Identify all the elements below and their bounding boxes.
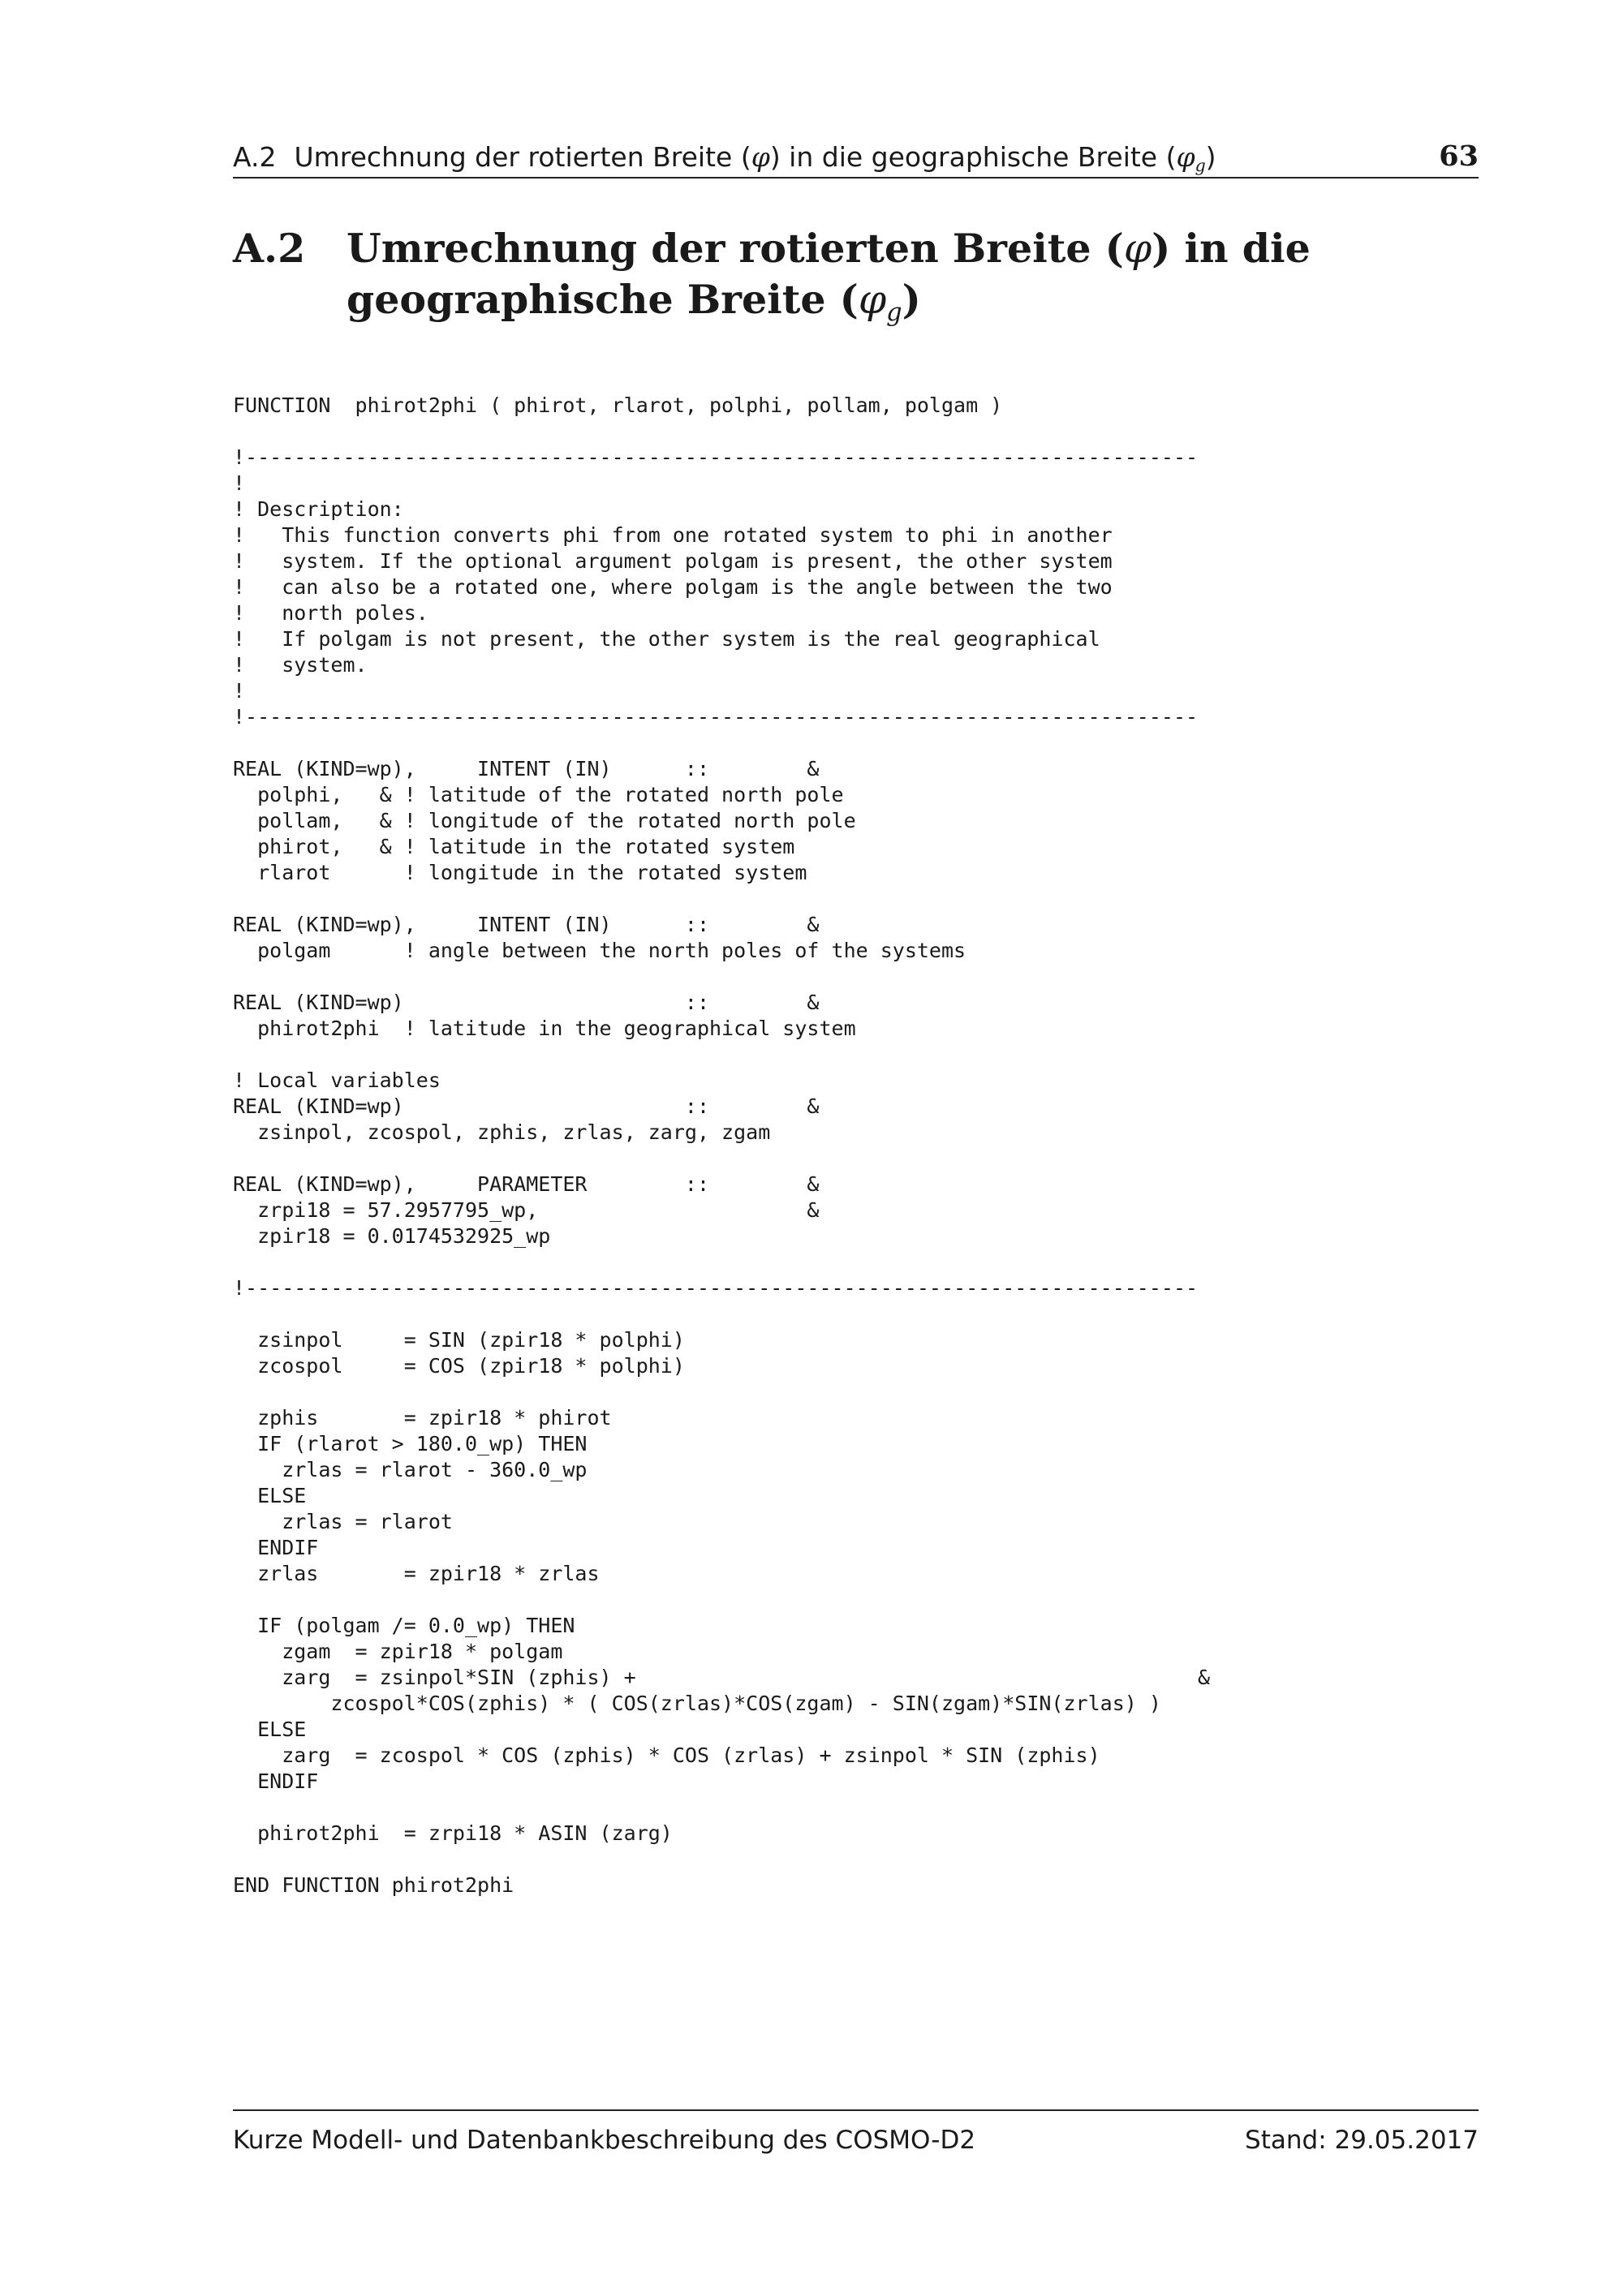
code-line: zsinpol = SIN (zpir18 * polphi) (233, 1328, 685, 1352)
code-line: zarg = zcospol * COS (zphis) * COS (zrlas) + zsinpol * SIN (zphis) (233, 1743, 1100, 1767)
code-line: ! north poles. (233, 601, 428, 625)
code-line: ! This function converts phi from one rotated system to phi in another (233, 523, 1113, 547)
code-line: ELSE (233, 1484, 307, 1507)
code-line: IF (rlarot > 180.0_wp) THEN (233, 1432, 588, 1455)
code-line: ! system. If the optional argument polgam is present, the other system (233, 549, 1113, 573)
code-line: ENDIF (233, 1536, 319, 1559)
code-line: zcospol*COS(zphis) * ( COS(zrlas)*COS(zgam) - SIN(zgam)*SIN(zrlas) ) (233, 1692, 1161, 1715)
code-line: ! Description: (233, 497, 404, 521)
code-line: ! can also be a rotated one, where polgam is the angle between the two (233, 575, 1113, 599)
code-line: !------------------------------------------------------------------------------ (233, 445, 1199, 469)
section-title: Umrechnung der rotierten Breite (φ) in die geographische Breite $(\varphi_g)$ (347, 225, 1311, 328)
code-line: ! If polgam is not present, the other system is the real geographical (233, 627, 1100, 651)
code-line: polgam ! angle between the north poles of the systems (233, 939, 966, 962)
code-line: ! (233, 471, 246, 495)
code-line: REAL (KIND=wp), INTENT (IN) :: & (233, 913, 820, 936)
code-line: ! Local variables (233, 1068, 441, 1092)
code-line: ! (233, 679, 246, 703)
code-line: zrpi18 = 57.2957795_wp, & (233, 1198, 820, 1222)
code-line: !------------------------------------------------------------------------------ (233, 705, 1199, 729)
code-line: zcospol = COS (zpir18 * polphi) (233, 1354, 685, 1378)
code-line: END FUNCTION phirot2phi (233, 1873, 514, 1897)
code-line: REAL (KIND=wp) :: & (233, 1094, 820, 1118)
page-number: 63 (1439, 140, 1479, 173)
code-line: zrlas = zpir18 * zrlas (233, 1562, 600, 1585)
code-line: zsinpol, zcospol, zphis, zrlas, zarg, zgam (233, 1120, 771, 1144)
phi-g-symbol: $\varphi_g$ (1176, 141, 1206, 176)
running-header-section-number: A.2 (233, 141, 277, 173)
section-number: A.2 (233, 225, 306, 272)
code-line: REAL (KIND=wp), PARAMETER :: & (233, 1172, 820, 1196)
page-footer (233, 2109, 1479, 2166)
phi-symbol: φ (1123, 226, 1152, 272)
code-line: zpir18 = 0.0174532925_wp (233, 1224, 551, 1248)
code-line: REAL (KIND=wp) :: & (233, 991, 820, 1014)
phi-g-symbol: $\varphi_g$ (858, 277, 902, 328)
code-line: rlarot ! longitude in the rotated system (233, 861, 807, 884)
code-line: zgam = zpir18 * polgam (233, 1640, 563, 1663)
code-line: zrlas = rlarot (233, 1510, 453, 1533)
code-line: polphi, & ! latitude of the rotated north pole (233, 783, 844, 806)
code-line: phirot, & ! latitude in the rotated system (233, 835, 795, 858)
code-line: zarg = zsinpol*SIN (zphis) + & (233, 1666, 1211, 1689)
code-line: zrlas = rlarot - 360.0_wp (233, 1458, 588, 1481)
code-line: ELSE (233, 1718, 307, 1741)
code-line: REAL (KIND=wp), INTENT (IN) :: & (233, 757, 820, 780)
code-listing (233, 393, 1210, 1898)
code-line: FUNCTION phirot2phi ( phirot, rlarot, polphi, pollam, polgam ) (233, 393, 1003, 417)
code-line: ENDIF (233, 1769, 319, 1793)
footer-date: Stand: 29.05.2017 (1245, 2126, 1479, 2155)
code-line: IF (polgam /= 0.0_wp) THEN (233, 1614, 575, 1637)
footer-document-title: Kurze Modell- und Datenbankbeschreibung des COSMO-D2 (233, 2126, 976, 2155)
code-line: !------------------------------------------------------------------------------ (233, 1276, 1199, 1300)
phi-symbol: φ (751, 141, 770, 173)
code-line: phirot2phi ! latitude in the geographical system (233, 1017, 856, 1040)
running-header (233, 136, 1479, 178)
running-header-title: A.2 Umrechnung der rotierten Breite (φ) in die geographische Breite $(\varphi_g)$ (233, 141, 1216, 176)
code-line: pollam, & ! longitude of the rotated north pole (233, 809, 856, 832)
code-line: ! system. (233, 653, 368, 677)
code-line: zphis = zpir18 * phirot (233, 1406, 612, 1430)
code-line: phirot2phi = zrpi18 * ASIN (zarg) (233, 1821, 673, 1845)
